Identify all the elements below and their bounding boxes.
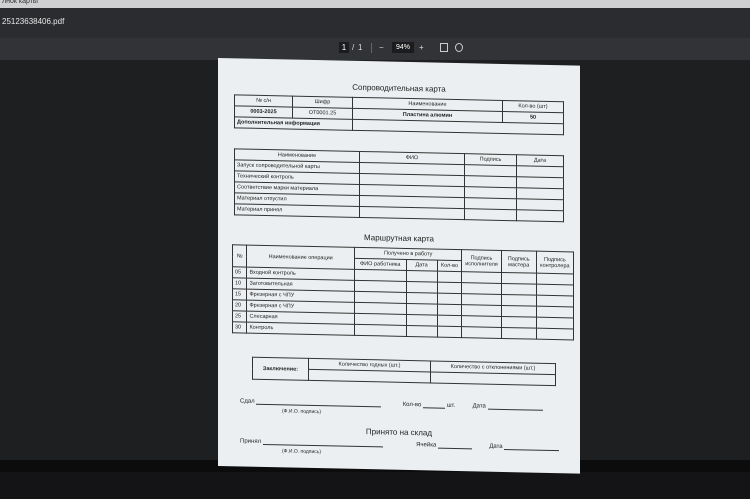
toolbar-divider	[371, 43, 372, 53]
route-row-num: 20	[233, 300, 247, 311]
value-name: Пластина алюмин	[353, 108, 503, 122]
route-table	[232, 244, 574, 340]
route-row-num: 10	[233, 278, 247, 289]
qty-field[interactable]	[423, 407, 445, 408]
prinyal-field[interactable]	[263, 444, 383, 448]
zoom-level-input[interactable]: 94%	[392, 42, 414, 53]
value-num: 0003-2025	[235, 106, 293, 118]
window-title: лнок карты	[2, 0, 38, 5]
ops-row-label: Материал отпустил	[235, 193, 360, 207]
ops-table	[234, 148, 564, 222]
page-number-input[interactable]: 1	[339, 42, 349, 53]
fit-page-icon[interactable]	[440, 43, 448, 52]
route-header-date: Дата	[406, 259, 437, 271]
cell-field[interactable]	[438, 448, 472, 450]
route-row-num: 05	[233, 267, 247, 278]
route-header-op: Наименование операции	[247, 245, 354, 269]
ops-header-date: Дата	[517, 155, 564, 167]
ops-row-label: Соответствие марки материала	[235, 182, 360, 196]
route-row-op: Слесарная	[247, 311, 354, 324]
ops-header-sign: Подпись	[465, 154, 517, 166]
value-code: ОТ0001.25	[293, 107, 353, 119]
window-titlebar	[0, 0, 750, 8]
prinyal-label: Принял	[240, 438, 262, 445]
pcs-label: шт.	[446, 402, 456, 409]
ops-row-label: Материал принял	[235, 204, 360, 218]
route-row-num: 15	[233, 289, 247, 300]
sdal-label: Сдал	[240, 398, 255, 405]
handover-hint: (Ф.И.О. подпись)	[282, 408, 322, 416]
route-header-num: №	[233, 245, 247, 267]
ops-row-label: Запуск сопроводительной карты	[235, 160, 360, 174]
route-header-sign-master: Подпись мастера	[501, 250, 536, 273]
page-separator: /	[352, 43, 355, 52]
zoom-out-button[interactable]: −	[379, 43, 384, 52]
warehouse-date-label: Дата	[489, 443, 503, 450]
warehouse-title: Принято на склад	[365, 427, 433, 438]
route-row-op: Контроль	[247, 322, 354, 335]
ops-header-name: Наименование	[235, 149, 360, 163]
conclusion-label: Заключение:	[253, 357, 309, 380]
label-code: Шифр	[293, 96, 353, 108]
extra-info-label: Дополнительная информация	[235, 117, 353, 130]
route-row-op: Фрезерная с ЧПУ	[247, 300, 354, 313]
file-name: 25123638406.pdf	[2, 17, 65, 26]
zoom-in-button[interactable]: +	[419, 43, 424, 52]
label-qty: Кол-во (шт)	[503, 100, 564, 112]
route-header-fio: ФИО работника	[354, 258, 406, 270]
pdf-page	[218, 58, 580, 474]
rotate-icon[interactable]	[455, 43, 463, 52]
date-label: Дата	[472, 403, 486, 410]
page-total: 1	[358, 43, 363, 52]
ops-row-label: Технический контроль	[235, 171, 360, 185]
pdf-toolbar	[0, 38, 750, 60]
date-field[interactable]	[488, 409, 543, 411]
value-qty: 50	[503, 111, 564, 123]
ops-header-fio: ФИО	[360, 151, 465, 164]
route-row-op: Входной контроль	[247, 267, 354, 280]
label-num: № с/н	[235, 95, 293, 107]
label-name: Наименование	[353, 97, 503, 111]
qty-label: Кол-во	[402, 401, 422, 409]
header-table	[234, 94, 564, 135]
warehouse-hint: (Ф.И.О. подпись)	[282, 448, 322, 456]
route-title: Маршрутная карта	[364, 233, 434, 244]
route-header-sign-exec: Подпись исполнителя	[462, 250, 501, 273]
conclusion-deviation: Количество с отклонениями (шт.)	[431, 361, 556, 375]
conclusion-good: Количество годных (шт.)	[309, 358, 431, 372]
route-row-num: 25	[233, 311, 247, 322]
route-header-received: Получено в работу	[354, 247, 461, 260]
route-row-op: Фрезерная с ЧПУ	[247, 289, 354, 302]
route-row-num: 30	[233, 322, 247, 333]
doc-title: Сопроводительная карта	[352, 82, 446, 94]
route-row-op: Заготовительная	[247, 278, 354, 291]
sdal-field[interactable]	[256, 404, 381, 408]
conclusion-table	[252, 357, 556, 386]
warehouse-date-field[interactable]	[504, 449, 559, 451]
route-header-sign-ctrl: Подпись контролера	[536, 251, 573, 274]
cell-label: Ячейка	[416, 442, 437, 449]
file-bar	[0, 8, 750, 38]
route-header-qty: Кол-во	[437, 260, 462, 272]
